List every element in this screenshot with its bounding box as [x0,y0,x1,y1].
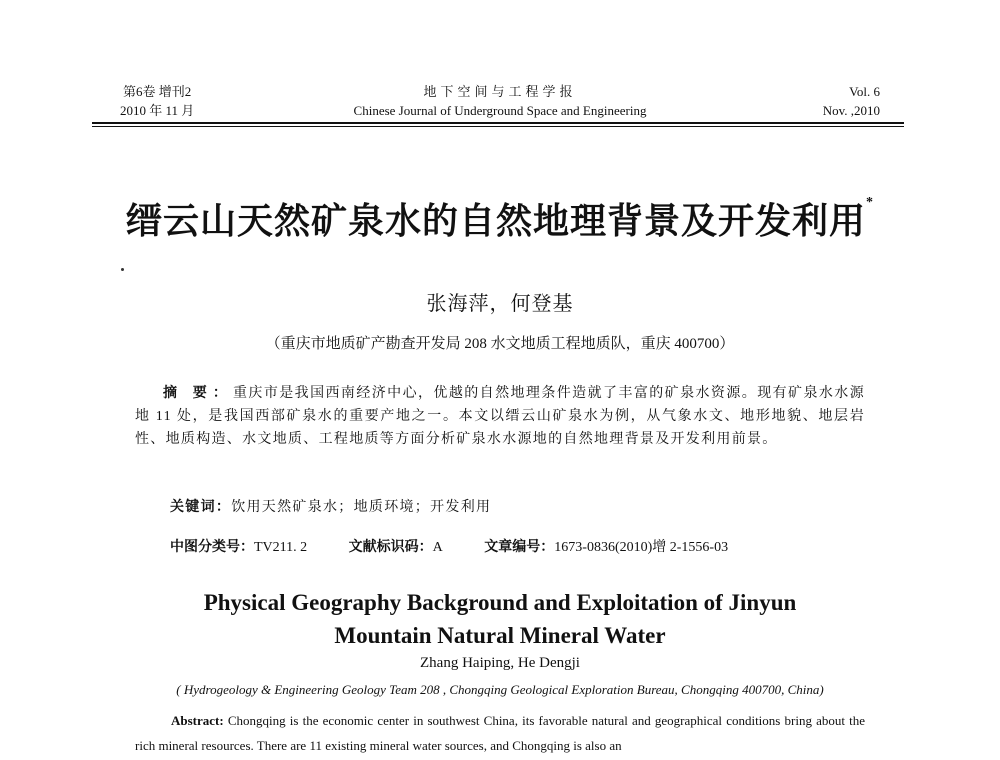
affiliation-en: ( Hydrogeology & Engineering Geology Team 208 , Chongqing Geological Exploration Bureau, Chongqing 400700, China) [176,682,824,697]
header-volume-line: 第6卷 增刊2 [123,84,192,99]
header-volume-en [823,82,880,120]
header-volume-en-line: Vol. 6 [849,84,880,99]
header-date-line: 2010 年 11 月 [120,103,195,118]
abstract-en-label: Abstract: [171,713,224,728]
abstract-en [135,708,865,758]
stray-dot [121,268,124,271]
classification-line [170,536,728,556]
article-value: 1673-0836(2010)增 2-1556-03 [554,540,729,555]
clc-code [170,540,307,555]
doc-label: 文献标识码： [348,540,433,555]
header-date-en-line: Nov. ,2010 [822,103,880,118]
keywords-text: 饮用天然矿泉水；地质环境；开发利用 [231,500,492,515]
title-en-line-1: Physical Geography Background and Exploitation of Jinyun [203,590,797,615]
paper-title-en [0,586,1000,652]
clc-label: 中图分类号： [170,540,254,555]
article-number [484,540,728,555]
affiliation-cn: （重庆市地质矿产勘查开发局 208 水文地质工程地质队，重庆 400700） [265,336,735,352]
abstract-cn-label: 摘 要： [163,386,233,401]
header-rule-thin [92,126,904,127]
doc-value: A [432,540,443,555]
journal-name-en: Chinese Journal of Underground Space and Engineering [353,103,647,118]
abstract-cn-text: 重庆市是我国西南经济中心，优越的自然地理条件造就了丰富的矿泉水资源。现有矿泉水水源地 11 处，是我国西部矿泉水的重要产地之一。本文以缙云山矿泉水为例，从气象水文、地形地貌、地层岩性、地质构造、水文地质、工程地质等方面分析矿泉水水源地的自然地理背景及开发利用前景。 [135,386,865,447]
title-en-line-2: Mountain Natural Mineral Water [334,623,666,648]
header-volume-cn [120,82,194,120]
keywords-cn [170,496,491,516]
header-rule-thick [92,122,904,124]
authors-en: Zhang Haiping, He Dengji [420,655,580,671]
abstract-en-text: Chongqing is the economic center in southwest China, its favorable natural and geographical conditions bring about the rich mineral resources. There are 11 existing mineral water sources, and Chongqing is also an [135,713,866,753]
paper-title-cn [0,193,1000,244]
title-footnote-mark: * [866,195,874,210]
abstract-cn [135,382,865,451]
authors-cn: 张海萍，何登基 [426,293,574,315]
header-journal [330,82,670,120]
article-label: 文章编号： [484,540,555,555]
journal-name-cn: 地下空间与工程学报 [423,84,577,99]
keywords-label: 关键词： [170,500,232,515]
clc-value: TV211. 2 [254,540,308,555]
doc-code [349,540,443,555]
paper-title-text: 缙云山天然矿泉水的自然地理背景及开发利用 [125,201,866,241]
